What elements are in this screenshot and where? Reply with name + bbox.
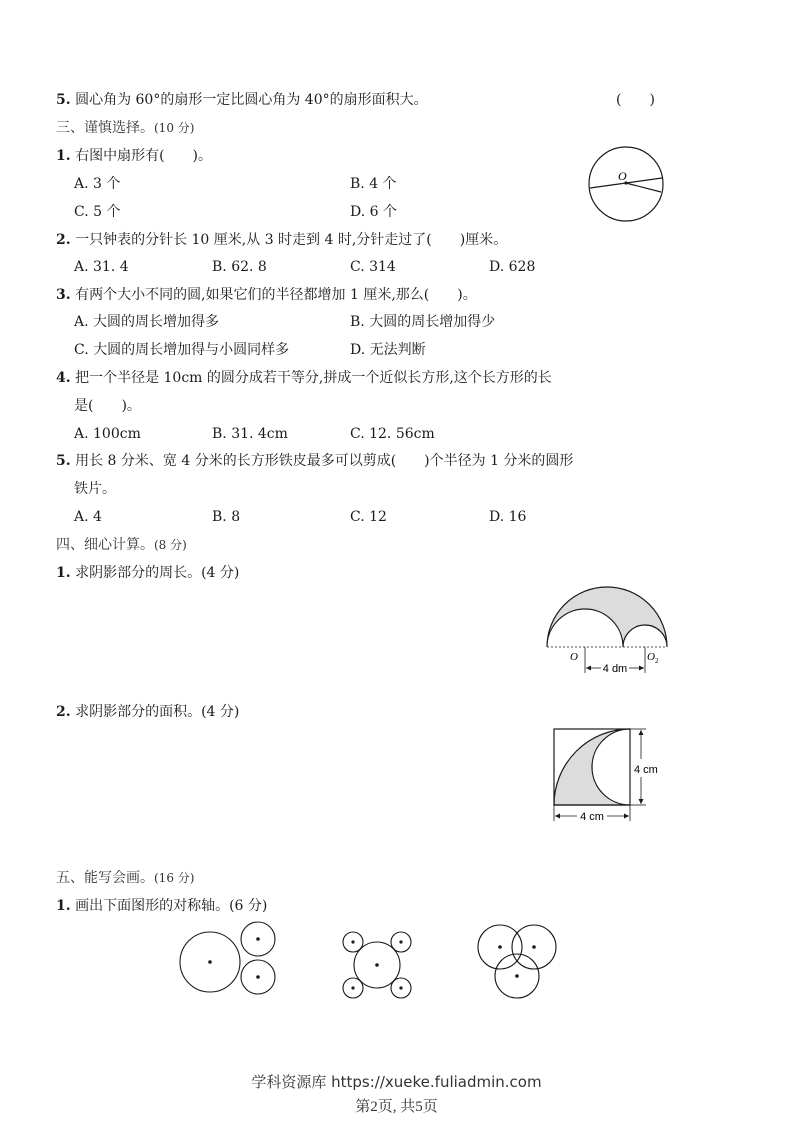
section-title: 四、细心计算。: [56, 537, 154, 553]
shaded-region: [547, 587, 667, 647]
question-text: 求阴影部分的周长。(4 分): [75, 565, 240, 581]
center-dot: [399, 940, 402, 943]
center-dot: [399, 986, 402, 989]
symmetry-figures: [170, 920, 570, 1005]
question-text-continued: 铁片。: [74, 481, 116, 497]
radius-line: [626, 183, 661, 192]
option-c[interactable]: C. 314: [350, 259, 396, 275]
option-b[interactable]: B. 大圆的周长增加得少: [350, 314, 496, 330]
choice-question-3: [56, 286, 477, 304]
arrow-up-icon: [639, 730, 644, 735]
option-c[interactable]: C. 12: [350, 509, 387, 525]
option-a[interactable]: A. 3 个: [74, 176, 121, 192]
arrow-left-icon: [586, 666, 591, 671]
section-title: 三、谨慎选择。: [56, 120, 154, 136]
footer-page-number: 第2页, 共5页: [355, 1099, 438, 1115]
option-c[interactable]: C. 大圆的周长增加得与小圆同样多: [74, 342, 290, 358]
question-text: 把一个半径是 10cm 的圆分成若干等分,拼成一个近似长方形,这个长方形的长: [75, 370, 552, 386]
choice-question-2: [56, 231, 507, 249]
question-text: 用长 8 分米、宽 4 分米的长方形铁皮最多可以剪成( )个半径为 1 分米的圆形: [75, 453, 574, 469]
question-text: 有两个大小不同的圆,如果它们的半径都增加 1 厘米,那么( )。: [75, 287, 477, 303]
question-text: 画出下面图形的对称轴。(6 分): [75, 898, 268, 914]
question-text-continued: 是( )。: [74, 398, 141, 414]
dimension-label-horizontal: 4 cm: [580, 811, 604, 823]
option-d[interactable]: D. 6 个: [350, 204, 397, 220]
question-number: 3.: [56, 287, 71, 303]
center-label: O: [618, 169, 627, 183]
center-dot: [351, 940, 354, 943]
dimension-label: 4 dm: [602, 663, 628, 675]
figure-2-center-dots: [351, 940, 402, 989]
option-c[interactable]: C. 5 个: [74, 204, 121, 220]
option-b[interactable]: B. 62. 8: [212, 259, 267, 275]
question-number: 4.: [56, 370, 71, 386]
choice-question-5: [56, 452, 573, 470]
option-b[interactable]: B. 31. 4cm: [212, 426, 288, 442]
figure-circles-1: [180, 922, 275, 994]
center-dot: [515, 974, 519, 978]
choice-question-4: [56, 369, 552, 387]
center-label-o2: O: [647, 651, 655, 663]
section-score: (8 分): [154, 538, 187, 552]
center-dot: [256, 937, 260, 941]
calc-question-2: [56, 703, 239, 721]
center-dot: [375, 963, 379, 967]
section-score: (10 分): [154, 121, 195, 135]
arrow-left-icon: [555, 814, 560, 819]
section-score: (16 分): [154, 871, 195, 885]
option-a[interactable]: A. 31. 4: [74, 259, 129, 275]
section-3-heading: [56, 119, 194, 137]
center-dot: [532, 945, 536, 949]
section-title: 五、能写会画。: [56, 870, 154, 886]
choice-question-1: [56, 147, 212, 165]
arrow-down-icon: [639, 799, 644, 804]
option-d[interactable]: D. 无法判断: [350, 342, 426, 358]
option-a[interactable]: A. 4: [74, 509, 102, 525]
question-text: 一只钟表的分针长 10 厘米,从 3 时走到 4 时,分针走过了( )厘米。: [75, 232, 508, 248]
section-4-heading: [56, 536, 187, 554]
calc-question-1: [56, 564, 239, 582]
option-a[interactable]: A. 100cm: [74, 426, 141, 442]
judge-question-5: [56, 91, 428, 109]
question-number: 1.: [56, 148, 71, 164]
option-b[interactable]: B. 8: [212, 509, 241, 525]
arrow-right-icon: [624, 814, 629, 819]
shaded-perimeter-figure: [540, 585, 675, 680]
question-text: 圆心角为 60°的扇形一定比圆心角为 40°的扇形面积大。: [75, 92, 428, 108]
option-d[interactable]: D. 16: [489, 509, 527, 525]
question-number: 2.: [56, 232, 71, 248]
center-dot: [351, 986, 354, 989]
option-b[interactable]: B. 4 个: [350, 176, 397, 192]
draw-question-1: [56, 897, 267, 915]
option-c[interactable]: C. 12. 56cm: [350, 426, 435, 442]
dimension-label-vertical: 4 cm: [634, 764, 658, 776]
option-a[interactable]: A. 大圆的周长增加得多: [74, 314, 220, 330]
center-dot: [256, 975, 260, 979]
question-number: 1.: [56, 898, 71, 914]
center-label-o2-subscript: 2: [655, 657, 659, 665]
answer-blank[interactable]: ( ): [616, 92, 655, 108]
center-dot: [208, 960, 212, 964]
figure-circles-3: [478, 925, 556, 998]
question-text: 右图中扇形有( )。: [75, 148, 213, 164]
footer-site: 学科资源库 https://xueke.fuliadmin.com: [251, 1073, 542, 1091]
question-number: 5.: [56, 92, 71, 108]
shaded-region: [554, 729, 630, 805]
circle-sectors-figure: [586, 146, 666, 226]
shaded-area-figure: [550, 725, 670, 825]
question-text: 求阴影部分的面积。(4 分): [75, 704, 240, 720]
center-dot: [498, 945, 502, 949]
section-5-heading: [56, 869, 194, 887]
question-number: 5.: [56, 453, 71, 469]
arrow-right-icon: [639, 666, 644, 671]
center-label-o: O: [570, 651, 578, 663]
option-d[interactable]: D. 628: [489, 259, 536, 275]
question-number: 2.: [56, 704, 71, 720]
question-number: 1.: [56, 565, 71, 581]
